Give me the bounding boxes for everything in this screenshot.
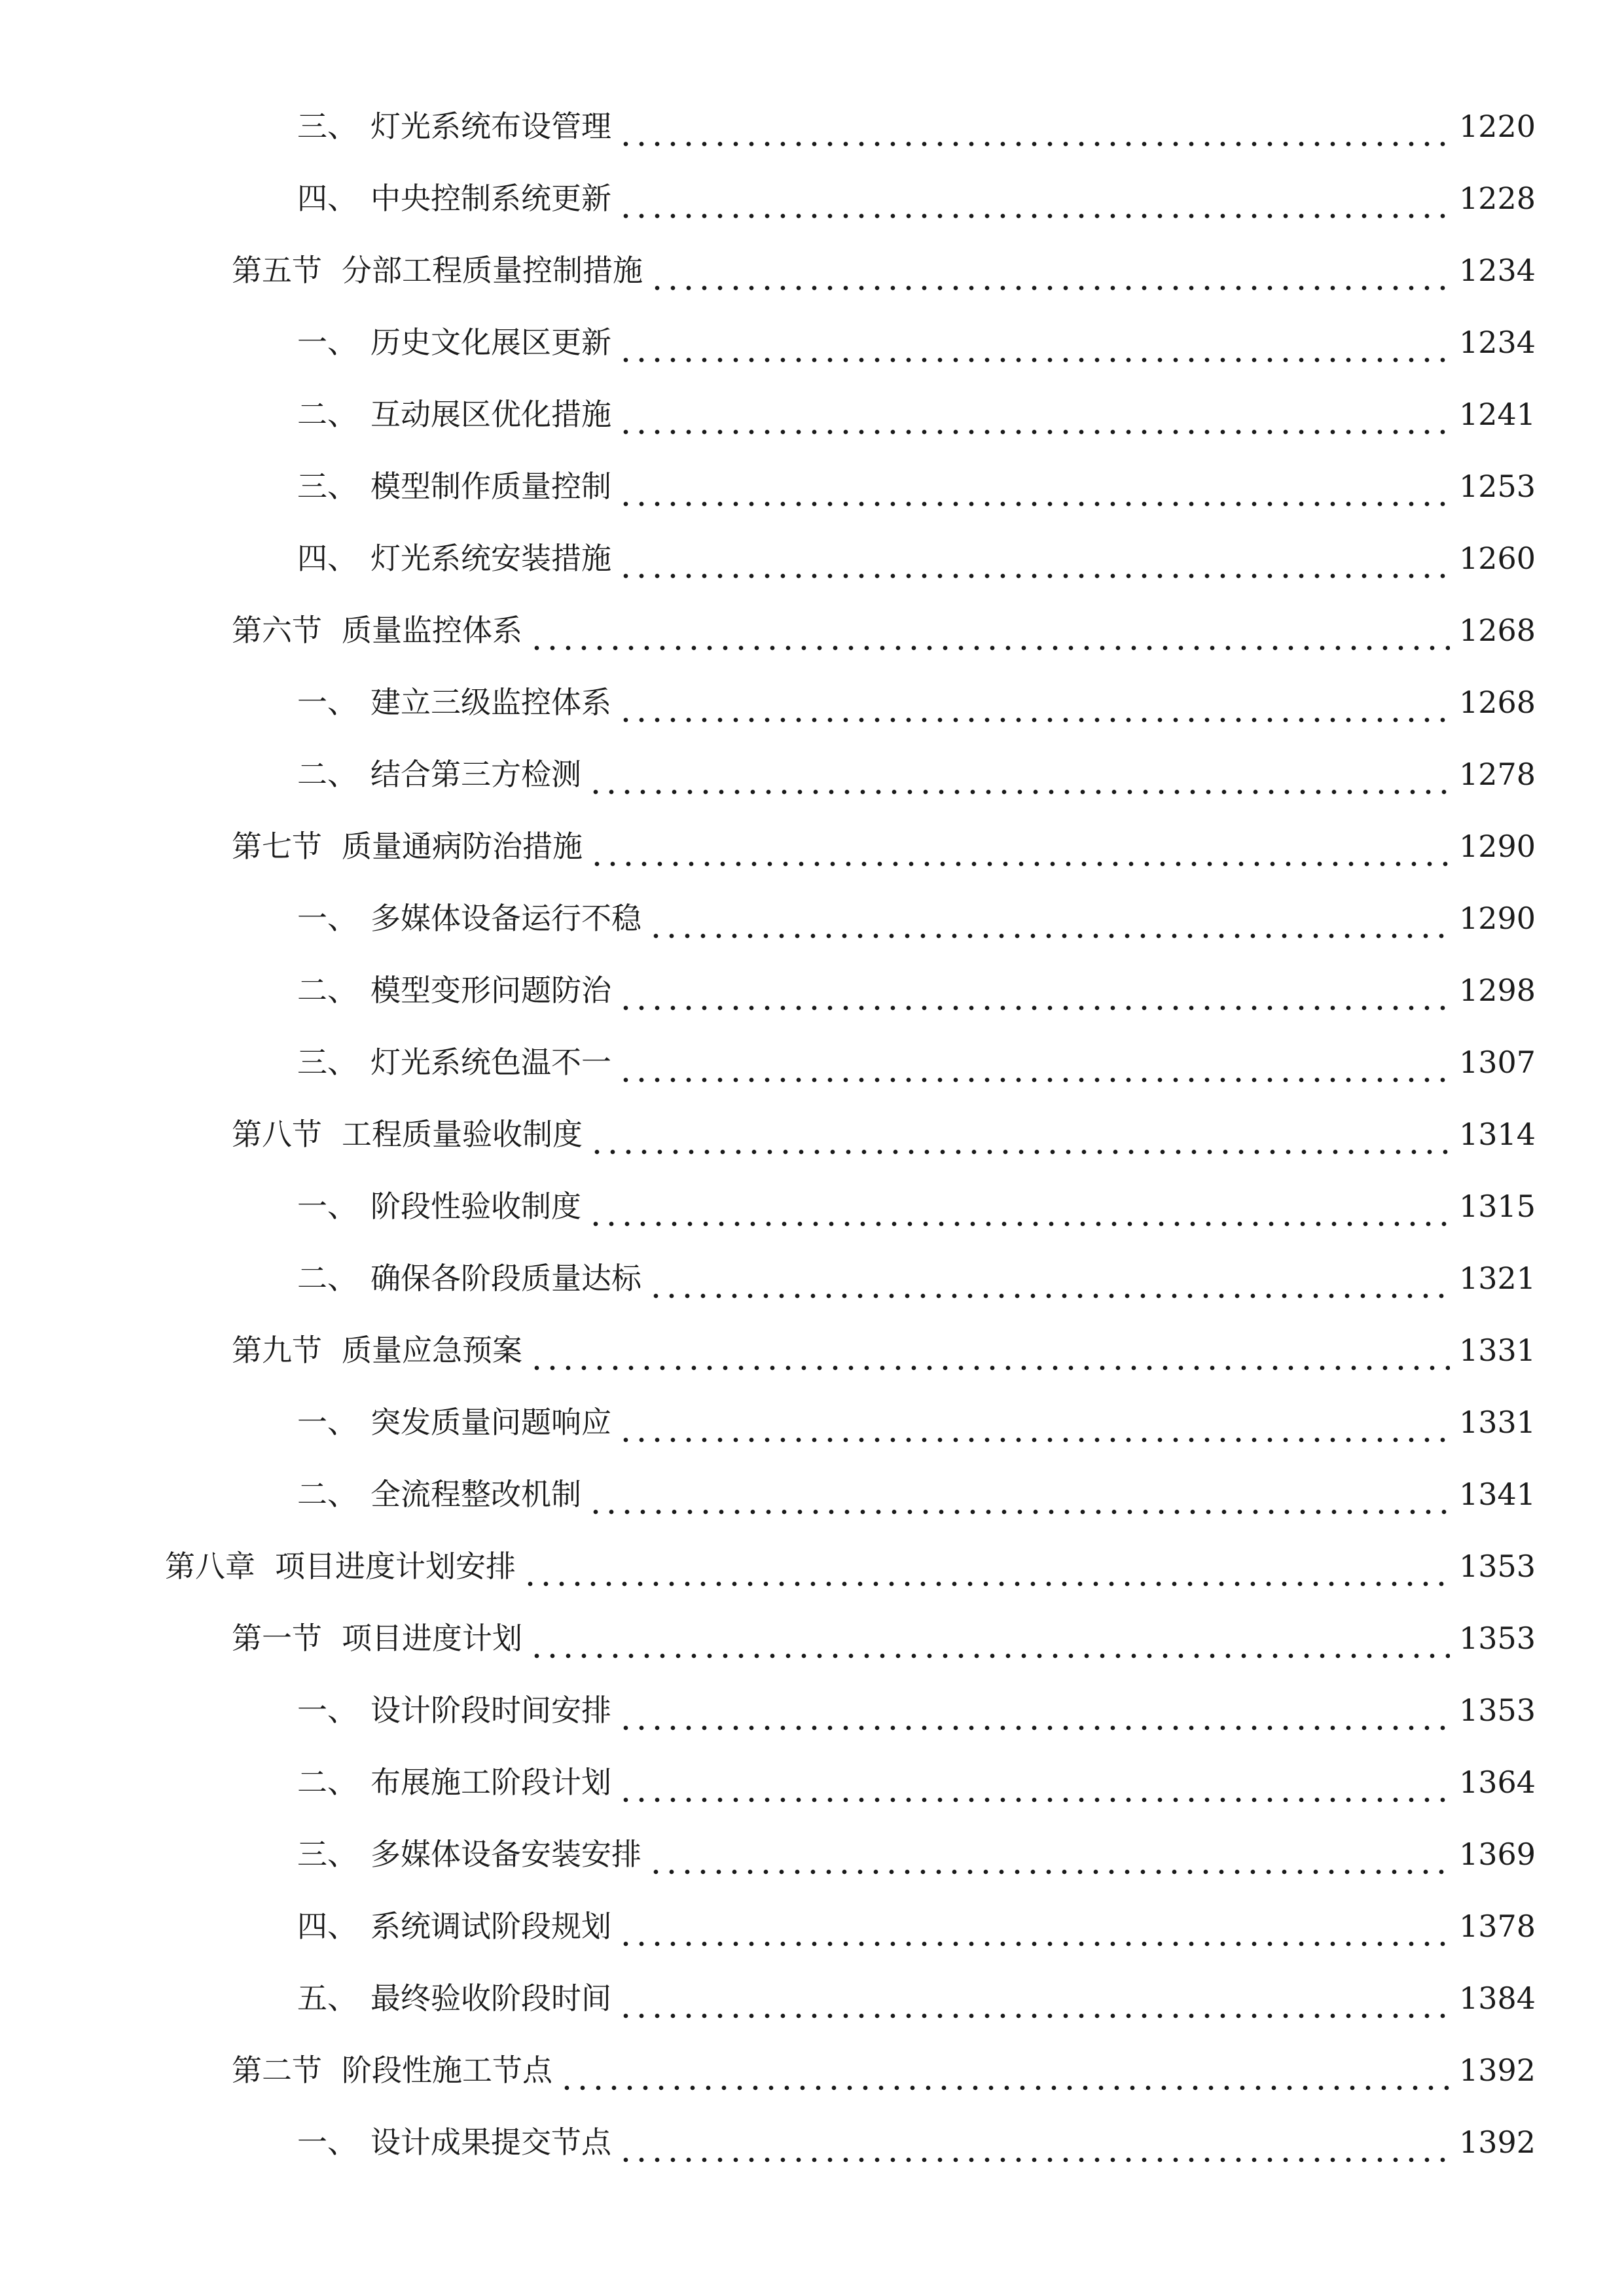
toc-entry-title: 历史文化展区更新 (370, 325, 611, 360)
toc-entry-label (297, 325, 611, 360)
toc-entry-item[interactable] (0, 162, 1624, 234)
dot-leader (618, 982, 1450, 1012)
toc-entry-label (297, 1981, 611, 2016)
toc-entry-item[interactable] (0, 1026, 1624, 1098)
toc-entry-number: 二、 (297, 1477, 357, 1512)
toc-entry-item[interactable] (0, 378, 1624, 450)
toc-entry-page-number: 1384 (1459, 1981, 1536, 2016)
toc-entry-title: 模型变形问题防治 (370, 973, 611, 1008)
toc-entry-page-number: 1253 (1459, 469, 1536, 504)
dot-leader (618, 118, 1450, 148)
toc-entry-title: 灯光系统布设管理 (370, 109, 611, 144)
toc-entry-label (297, 1261, 641, 1296)
toc-entry-item[interactable] (0, 666, 1624, 738)
toc-entry-label (232, 253, 643, 288)
toc-entry-number: 第八节 (232, 1117, 322, 1152)
toc-entry-title: 灯光系统安装措施 (370, 541, 611, 576)
dot-leader (618, 1054, 1450, 1084)
toc-entry-label (297, 1765, 611, 1800)
toc-entry-title: 最终验收阶段时间 (370, 1981, 611, 2016)
toc-entry-page-number: 1314 (1459, 1117, 1536, 1152)
dot-leader (589, 1126, 1450, 1156)
toc-entry-page-number: 1290 (1459, 829, 1536, 864)
toc-entry-page-number: 1341 (1459, 1477, 1536, 1512)
toc-entry-number: 第六节 (232, 613, 322, 648)
toc-entry-page-number: 1298 (1459, 973, 1536, 1008)
toc-entry-label (297, 901, 641, 936)
toc-entry-label (297, 1693, 611, 1728)
toc-entry-number: 一、 (297, 1405, 357, 1440)
toc-entry-page-number: 1260 (1459, 541, 1536, 576)
toc-entry-item[interactable] (0, 306, 1624, 378)
toc-entry-item[interactable] (0, 1386, 1624, 1458)
toc-entry-label (232, 2053, 552, 2088)
toc-entry-item[interactable] (0, 1818, 1624, 1890)
toc-entry-label (165, 1549, 516, 1584)
dot-leader (589, 838, 1450, 868)
toc-entry-title: 分部工程质量控制措施 (342, 253, 643, 288)
toc-entry-item[interactable] (0, 2106, 1624, 2178)
toc-entry-section[interactable] (0, 1098, 1624, 1170)
dot-leader (649, 262, 1450, 292)
toc-entry-item[interactable] (0, 90, 1624, 162)
dot-leader (618, 1774, 1450, 1804)
toc-entry-title: 设计阶段时间安排 (370, 1693, 611, 1728)
toc-entry-label (232, 1621, 522, 1656)
toc-entry-page-number: 1268 (1459, 613, 1536, 648)
toc-entry-title: 项目进度计划 (342, 1621, 522, 1656)
toc-entry-item[interactable] (0, 522, 1624, 594)
toc-entry-title: 突发质量问题响应 (370, 1405, 611, 1440)
dot-leader (618, 334, 1450, 364)
toc-entry-number: 第二节 (232, 2053, 322, 2088)
toc-entry-title: 灯光系统色温不一 (370, 1045, 611, 1080)
toc-entry-item[interactable] (0, 450, 1624, 522)
toc-entry-label (232, 829, 583, 864)
toc-entry-number: 第一节 (232, 1621, 322, 1656)
toc-entry-label (297, 757, 581, 792)
dot-leader (618, 2134, 1450, 2164)
toc-entry-number: 二、 (297, 397, 357, 432)
toc-entry-title: 结合第三方检测 (370, 757, 581, 792)
dot-leader (618, 550, 1450, 580)
toc-entry-item[interactable] (0, 1674, 1624, 1746)
toc-entry-title: 建立三级监控体系 (370, 685, 611, 720)
toc-entry-title: 工程质量验收制度 (342, 1117, 583, 1152)
dot-leader (618, 478, 1450, 508)
toc-entry-page-number: 1228 (1459, 181, 1536, 216)
toc-entry-item[interactable] (0, 1242, 1624, 1314)
toc-entry-title: 质量监控体系 (342, 613, 522, 648)
toc-entry-title: 多媒体设备运行不稳 (370, 901, 641, 936)
toc-entry-number: 二、 (297, 1765, 357, 1800)
toc-entry-number: 四、 (297, 541, 357, 576)
toc-entry-title: 布展施工阶段计划 (370, 1765, 611, 1800)
toc-entry-title: 质量通病防治措施 (342, 829, 583, 864)
toc-entry-label (297, 1189, 581, 1224)
toc-entry-item[interactable] (0, 1890, 1624, 1962)
toc-entry-label (297, 1045, 611, 1080)
toc-entry-label (232, 613, 522, 648)
dot-leader (522, 1558, 1450, 1588)
dot-leader (588, 766, 1450, 796)
toc-entry-title: 互动展区优化措施 (370, 397, 611, 432)
toc-entry-number: 三、 (297, 1045, 357, 1080)
toc-entry-label (297, 469, 611, 504)
toc-entry-number: 五、 (297, 1981, 357, 2016)
toc-entry-label (297, 973, 611, 1008)
toc-entry-number: 第五节 (232, 253, 322, 288)
toc-entry-chapter[interactable] (0, 1530, 1624, 1602)
dot-leader (588, 1486, 1450, 1516)
toc-entry-page-number: 1331 (1459, 1405, 1536, 1440)
toc-entry-page-number: 1353 (1459, 1621, 1536, 1656)
toc-entry-number: 一、 (297, 901, 357, 936)
toc-entry-number: 四、 (297, 181, 357, 216)
toc-entry-label (297, 181, 611, 216)
toc-entry-page-number: 1392 (1459, 2053, 1536, 2088)
toc-entry-label (297, 397, 611, 432)
toc-entry-page-number: 1315 (1459, 1189, 1536, 1224)
dot-leader (529, 622, 1450, 652)
toc-entry-page-number: 1307 (1459, 1045, 1536, 1080)
toc-entry-item[interactable] (0, 738, 1624, 810)
toc-entry-page-number: 1331 (1459, 1333, 1536, 1368)
toc-entry-section[interactable] (0, 810, 1624, 882)
toc-entry-title: 中央控制系统更新 (370, 181, 611, 216)
toc-entry-page-number: 1290 (1459, 901, 1536, 936)
toc-entry-number: 三、 (297, 469, 357, 504)
toc-entry-page-number: 1220 (1459, 109, 1536, 144)
toc-entry-page-number: 1268 (1459, 685, 1536, 720)
toc-entry-title: 项目进度计划安排 (275, 1549, 516, 1584)
toc-entry-number: 一、 (297, 1189, 357, 1224)
toc-entry-page-number: 1378 (1459, 1909, 1536, 1944)
toc-entry-title: 模型制作质量控制 (370, 469, 611, 504)
toc-entry-number: 四、 (297, 1909, 357, 1944)
toc-entry-label (297, 1837, 641, 1872)
toc-entry-number: 二、 (297, 1261, 357, 1296)
toc-entry-page-number: 1321 (1459, 1261, 1536, 1296)
toc-entry-number: 一、 (297, 685, 357, 720)
dot-leader (618, 1702, 1450, 1732)
toc-entry-label (297, 1405, 611, 1440)
toc-entry-number: 二、 (297, 973, 357, 1008)
toc-entry-title: 确保各阶段质量达标 (370, 1261, 641, 1296)
toc-entry-label (297, 685, 611, 720)
dot-leader (648, 1846, 1450, 1876)
toc-entry-title: 质量应急预案 (342, 1333, 522, 1368)
toc-entry-item[interactable] (0, 1458, 1624, 1530)
toc-entry-item[interactable] (0, 882, 1624, 954)
toc-entry-item[interactable] (0, 954, 1624, 1026)
toc-entry-page-number: 1234 (1459, 325, 1536, 360)
toc-entry-label (297, 1909, 611, 1944)
toc-entry-label (297, 1477, 581, 1512)
dot-leader (529, 1630, 1450, 1660)
toc-entry-page-number: 1241 (1459, 397, 1536, 432)
toc-entry-number: 一、 (297, 1693, 357, 1728)
toc-entry-item[interactable] (0, 1746, 1624, 1818)
toc-entry-section[interactable] (0, 594, 1624, 666)
dot-leader (618, 190, 1450, 220)
toc-entry-title: 多媒体设备安装安排 (370, 1837, 641, 1872)
dot-leader (618, 1918, 1450, 1948)
toc-entry-label (232, 1333, 522, 1368)
table-of-contents (0, 90, 1624, 2178)
toc-entry-label (297, 541, 611, 576)
dot-leader (648, 1270, 1450, 1300)
toc-entry-number: 三、 (297, 109, 357, 144)
toc-entry-item[interactable] (0, 1170, 1624, 1242)
toc-entry-number: 二、 (297, 757, 357, 792)
dot-leader (559, 2062, 1450, 2092)
toc-entry-section[interactable] (0, 2034, 1624, 2106)
dot-leader (588, 1198, 1450, 1228)
toc-entry-title: 系统调试阶段规划 (370, 1909, 611, 1944)
toc-entry-item[interactable] (0, 1962, 1624, 2034)
toc-entry-title: 设计成果提交节点 (370, 2125, 611, 2160)
toc-entry-label (297, 2125, 611, 2160)
toc-entry-number: 一、 (297, 325, 357, 360)
dot-leader (618, 406, 1450, 436)
dot-leader (618, 1414, 1450, 1444)
toc-entry-number: 第九节 (232, 1333, 322, 1368)
toc-entry-page-number: 1392 (1459, 2125, 1536, 2160)
toc-entry-section[interactable] (0, 1314, 1624, 1386)
toc-entry-label (232, 1117, 583, 1152)
toc-entry-section[interactable] (0, 234, 1624, 306)
toc-entry-page-number: 1364 (1459, 1765, 1536, 1800)
toc-entry-title: 全流程整改机制 (370, 1477, 581, 1512)
toc-entry-number: 第七节 (232, 829, 322, 864)
toc-entry-title: 阶段性验收制度 (370, 1189, 581, 1224)
toc-entry-page-number: 1234 (1459, 253, 1536, 288)
dot-leader (618, 694, 1450, 724)
toc-entry-number: 三、 (297, 1837, 357, 1872)
toc-entry-section[interactable] (0, 1602, 1624, 1674)
toc-entry-page-number: 1353 (1459, 1693, 1536, 1728)
toc-entry-page-number: 1369 (1459, 1837, 1536, 1872)
toc-entry-number: 一、 (297, 2125, 357, 2160)
toc-entry-page-number: 1278 (1459, 757, 1536, 792)
toc-entry-title: 阶段性施工节点 (342, 2053, 552, 2088)
toc-entry-page-number: 1353 (1459, 1549, 1536, 1584)
toc-entry-label (297, 109, 611, 144)
toc-entry-number: 第八章 (165, 1549, 255, 1584)
dot-leader (618, 1990, 1450, 2020)
dot-leader (648, 910, 1450, 940)
dot-leader (529, 1342, 1450, 1372)
